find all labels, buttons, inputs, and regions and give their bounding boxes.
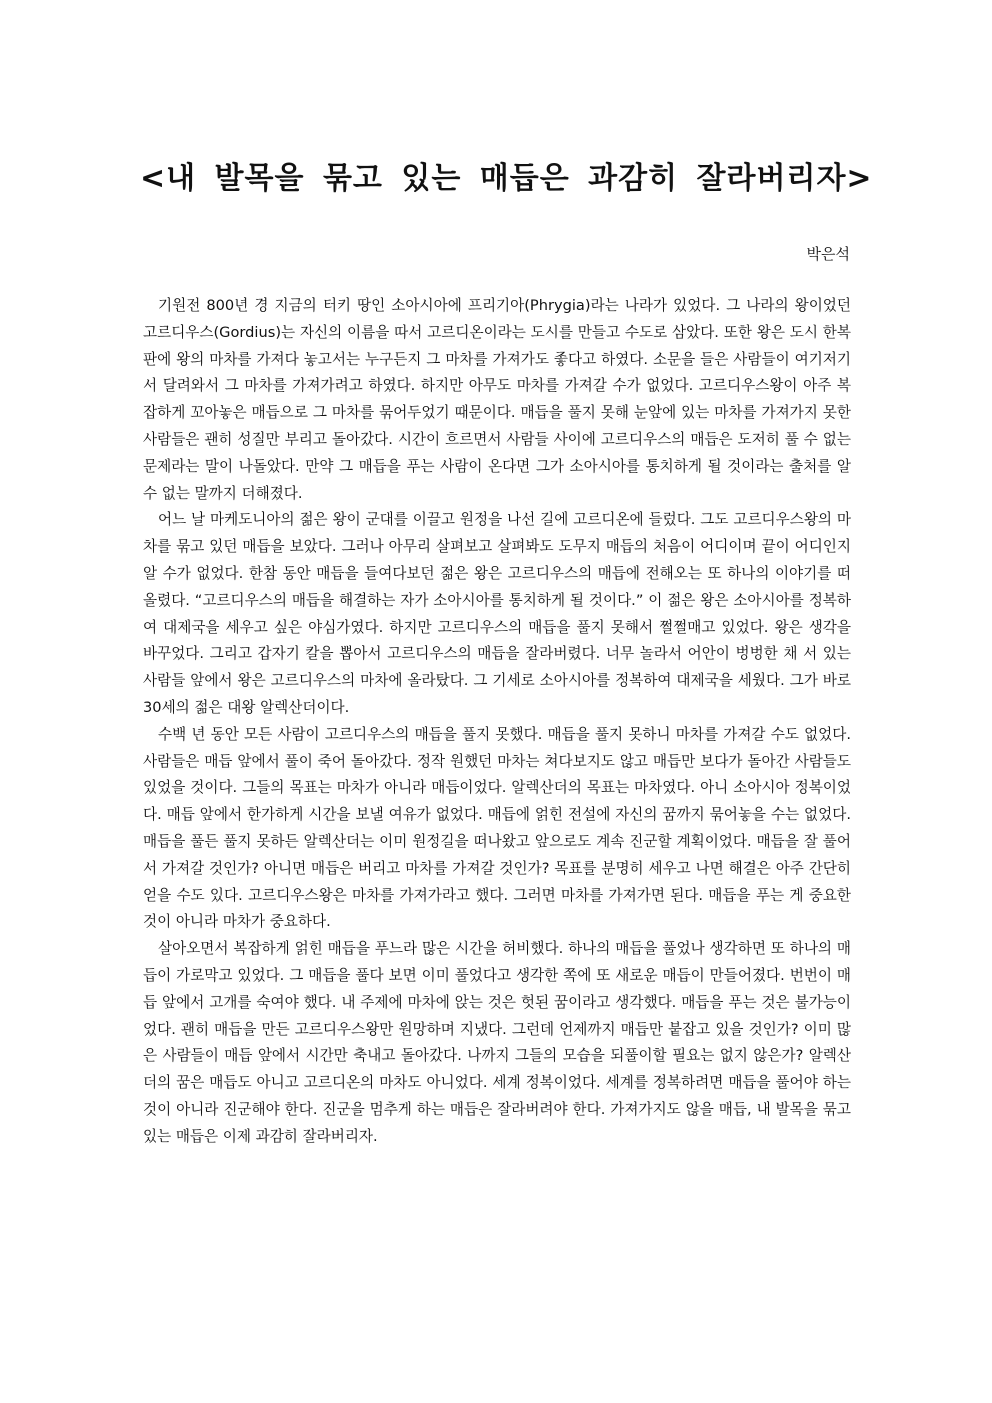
paragraph: 기원전 800년 경 지금의 터키 땅인 소아시아에 프리기아(Phrygia)라는 나라가 있었다. 그 나라의 왕이었던 고르디우스(Gordius)는 자신의 이름을 따서 고르디온이라는 도시를 만들고 수도로 삼았다. 또한 왕은 도시 한복판에 왕의 마차를 가져다 놓고서는 누구든지 그 마차를 가져가도 좋다고 하였다. 소문을 들은 사람들이 여기저기서 달려와서 그 마차를 가져가려고 하였다. 하지만 아무도 마차를 가져갈 수가 없었다. 고르디우스왕이 아주 복잡하게 꼬아놓은 매듭으로 그 마차를 묶어두었기 때문이다. 매듭을 풀지 못해 눈앞에 있는 마차를 가져가지 못한 사람들은 괜히 성질만 부리고 돌아갔다. 시간이 흐르면서 사람들 사이에 고르디우스의 매듭은 도저히 풀 수 없는 문제라는 말이 나돌았다. 만약 그 매듭을 푸는 사람이 온다면 그가 소아시아를 통치하게 될 것이라는 출처를 알 수 없는 말까지 더해졌다. [143,297,851,502]
paragraph: 어느 날 마케도니아의 젊은 왕이 군대를 이끌고 원정을 나선 길에 고르디온에 들렀다. 그도 고르디우스왕의 마차를 묶고 있던 매듭을 보았다. 그러나 아무리 살펴보고 살펴봐도 도무지 매듭의 처음이 어디이며 끝이 어디인지 알 수가 없었다. 한참 동안 매듭을 들여다보던 젊은 왕은 고르디우스의 매듭에 전해오는 또 하나의 이야기를 떠올렸다. “고르디우스의 매듭을 해결하는 자가 소아시아를 통치하게 될 것이다.” 이 젊은 왕은 소아시아를 정복하여 대제국을 세우고 싶은 야심가였다. 하지만 고르디우스의 매듭을 풀지 못해서 쩔쩔매고 있었다. 왕은 생각을 바꾸었다. 그리고 갑자기 칼을 뽑아서 고르디우스의 매듭을 잘라버렸다. 너무 놀라서 어안이 벙벙한 채 서 있는 사람들 앞에서 왕은 고르디우스의 마차에 올라탔다. 그 기세로 소아시아를 정복하여 대제국을 세웠다. 그가 바로 30세의 젊은 대왕 알렉산더이다. [143,511,851,716]
paragraph: 수백 년 동안 모든 사람이 고르디우스의 매듭을 풀지 못했다. 매듭을 풀지 못하니 마차를 가져갈 수도 없었다. 사람들은 매듭 앞에서 풀이 죽어 돌아갔다. 정작 원했던 마차는 쳐다보지도 않고 매듭만 보다가 돌아간 사람들도 있었을 것이다. 그들의 목표는 마차가 아니라 매듭이었다. 알렉산더의 목표는 마차였다. 아니 소아시아 정복이었다. 매듭 앞에서 한가하게 시간을 보낼 여유가 없었다. 매듭에 얽힌 전설에 자신의 꿈까지 묶어놓을 수는 없었다. 매듭을 풀든 풀지 못하든 알렉산더는 이미 원정길을 떠나왔고 앞으로도 계속 진군할 계획이었다. 매듭을 잘 풀어서 가져갈 것인가? 아니면 매듭은 버리고 마차를 가져갈 것인가? 목표를 분명히 세우고 나면 해결은 아주 간단히 얻을 수도 있다. 고르디우스왕은 마차를 가져가라고 했다. 그러면 마차를 가져가면 된다. 매듭을 푸는 게 중요한 것이 아니라 마차가 중요하다. [143,725,851,931]
paragraph: 살아오면서 복잡하게 얽힌 매듭을 푸느라 많은 시간을 허비했다. 하나의 매듭을 풀었나 생각하면 또 하나의 매듭이 가로막고 있었다. 그 매듭을 풀다 보면 이미 풀었다고 생각한 쪽에 또 새로운 매듭이 만들어졌다. 번번이 매듭 앞에서 고개를 숙여야 했다. 내 주제에 마차에 앉는 것은 헛된 꿈이라고 생각했다. 매듭을 푸는 것은 불가능이었다. 괜히 매듭을 만든 고르디우스왕만 원망하며 지냈다. 그런데 언제까지 매듭만 붙잡고 있을 것인가? 이미 많은 사람들이 매듭 앞에서 시간만 축내고 돌아갔다. 나까지 그들의 모습을 되풀이할 필요는 없지 않은가? 알렉산더의 꿈은 매듭도 아니고 고르디온의 마차도 아니었다. 세계 정복이었다. 세계를 정복하려면 매듭을 풀어야 하는 것이 아니라 진군해야 한다. 진군을 멈추게 하는 매듭은 잘라버려야 한다. 가져가지도 않을 매듭, 내 발목을 묶고 있는 매듭은 이제 과감히 잘라버리자. [143,940,851,1145]
document-body [143,293,851,1151]
author-name: 박은석 [806,245,850,263]
document-title: <내 발목을 묶고 있는 매듭은 과감히 잘라버리자> [140,161,873,196]
